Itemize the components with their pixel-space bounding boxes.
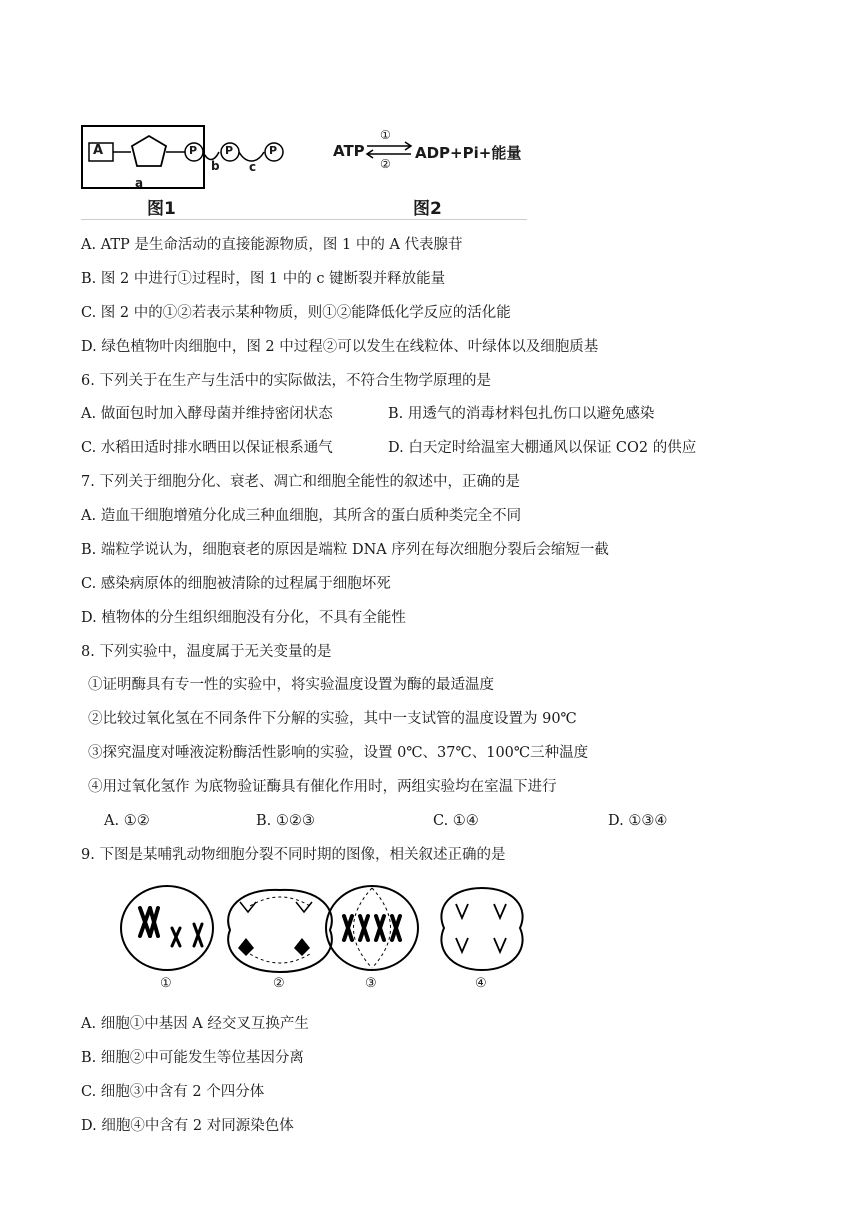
fig1-phosphate-label-1: P xyxy=(189,144,198,157)
q8-option-c: C. ①④ xyxy=(433,813,479,829)
fig1-caption: 图1 xyxy=(147,199,176,219)
q7-option-c: C. 感染病原体的细胞被清除的过程属于细胞坏死 xyxy=(81,576,391,592)
fig2-atp-label: ATP xyxy=(333,142,365,160)
fig2-caption: 图2 xyxy=(413,199,442,219)
q9-stem: 9. 下图是某哺乳动物细胞分裂不同时期的图像，相关叙述正确的是 xyxy=(81,847,506,863)
fig1-phosphate-label-3: P xyxy=(269,144,278,157)
q7-stem: 7. 下列关于细胞分化、衰老、凋亡和细胞全能性的叙述中，正确的是 xyxy=(81,474,520,490)
q8-item-2: ②比较过氧化氢在不同条件下分解的实验，其中一支试管的温度设置为 90℃ xyxy=(88,711,577,727)
q7-option-d: D. 植物体的分生组织细胞没有分化，不具有全能性 xyxy=(81,610,406,626)
q8-stem: 8. 下列实验中，温度属于无关变量的是 xyxy=(81,644,332,660)
q6-stem: 6. 下列关于在生产与生活中的实际做法，不符合生物学原理的是 xyxy=(81,373,491,389)
fig2-arrow-bottom-label: ② xyxy=(380,157,391,171)
q8-option-a: A. ①② xyxy=(104,813,150,829)
q6-option-d: D. 白天定时给温室大棚通风以保证 CO2 的供应 xyxy=(388,440,697,456)
q7-option-a: A. 造血干细胞增殖分化成三种血细胞，其所含的蛋白质种类完全不同 xyxy=(81,508,522,524)
cell-label-3: ③ xyxy=(365,976,377,991)
q5-option-b: B. 图 2 中进行①过程时，图 1 中的 c 键断裂并释放能量 xyxy=(81,271,446,287)
cell-label-1: ① xyxy=(160,976,172,991)
fig1-phosphate-label-2: P xyxy=(225,144,234,157)
q8-option-b: B. ①②③ xyxy=(256,813,315,829)
q6-option-a: A. 做面包时加入酵母菌并维持密闭状态 xyxy=(81,406,333,422)
q8-option-d: D. ①③④ xyxy=(608,813,668,829)
fig2-arrow-top-label: ① xyxy=(380,128,391,142)
fig1-label-a: a xyxy=(135,176,144,190)
q9-option-a: A. 细胞①中基因 A 经交叉互换产生 xyxy=(81,1016,309,1032)
q5-option-c: C. 图 2 中的①②若表示某种物质，则①②能降低化学反应的活化能 xyxy=(81,305,511,321)
q5-option-d: D. 绿色植物叶肉细胞中，图 2 中过程②可以发生在线粒体、叶绿体以及细胞质基 xyxy=(81,339,599,355)
q8-item-1: ①证明酶具有专一性的实验中，将实验温度设置为酶的最适温度 xyxy=(88,677,494,693)
q9-option-b: B. 细胞②中可能发生等位基因分离 xyxy=(81,1050,304,1066)
cell-label-2: ② xyxy=(273,976,285,991)
q5-option-a: A. ATP 是生命活动的直接能源物质，图 1 中的 A 代表腺苷 xyxy=(81,237,463,253)
q9-option-d: D. 细胞④中含有 2 对同源染色体 xyxy=(81,1118,294,1134)
fig1-adenine-label: A xyxy=(93,143,104,158)
q8-item-3: ③探究温度对唾液淀粉酶活性影响的实验，设置 0℃、37℃、100℃三种温度 xyxy=(88,745,589,761)
cell-division-images xyxy=(110,880,530,990)
q8-item-4: ④用过氧化氢作 为底物验证酶具有催化作用时，两组实验均在室温下进行 xyxy=(88,779,557,795)
cell-division-figure xyxy=(110,880,530,990)
q9-option-c: C. 细胞③中含有 2 个四分体 xyxy=(81,1084,265,1100)
fig1-label-b: b xyxy=(211,159,220,173)
q7-option-b: B. 端粒学说认为，细胞衰老的原因是端粒 DNA 序列在每次细胞分裂后会缩短一截 xyxy=(81,542,609,558)
q6-option-b: B. 用透气的消毒材料包扎伤口以避免感染 xyxy=(388,406,655,422)
fig1-label-c: c xyxy=(249,160,257,174)
figure-panel xyxy=(81,122,527,220)
fig2-products-label: ADP+Pi+能量 xyxy=(415,144,522,162)
q6-option-c: C. 水稻田适时排水晒田以保证根系通气 xyxy=(81,440,333,456)
cell-label-4: ④ xyxy=(475,976,487,991)
